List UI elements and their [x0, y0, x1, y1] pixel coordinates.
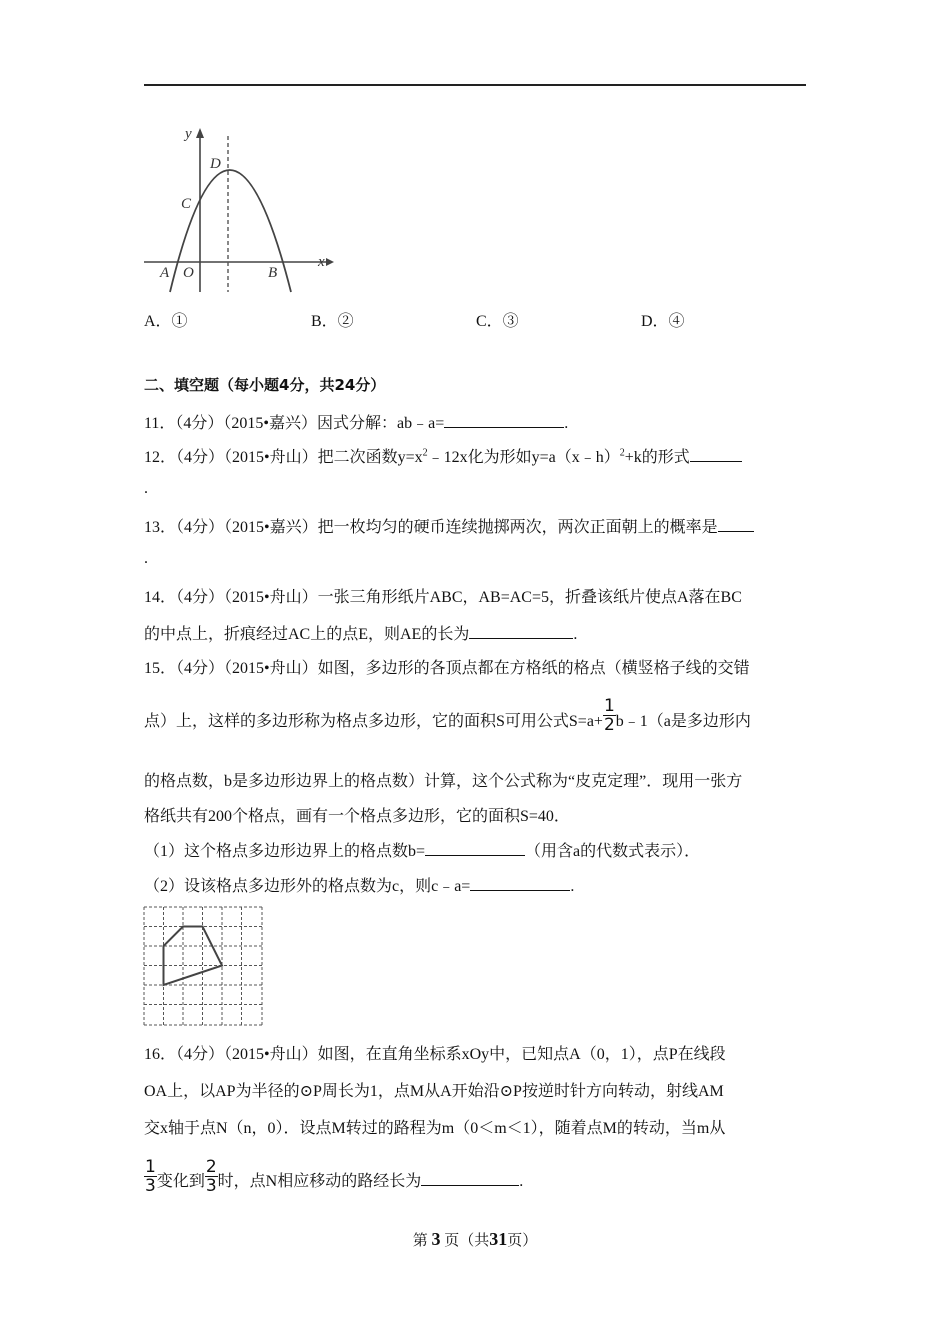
- q15-frac-den: 2: [603, 714, 615, 735]
- parabola-figure: [140, 120, 340, 300]
- footer-page-number: 3: [431, 1229, 441, 1249]
- q15-frac-num: 1: [603, 695, 615, 716]
- q12-text: 12．（4分）（2015•舟山）把二次函数y=x: [144, 449, 423, 466]
- q14-blank: [469, 624, 573, 639]
- q16-mid: 变化到: [156, 1173, 205, 1190]
- q16-blank: [421, 1171, 519, 1186]
- q15-sub2a: （2）设该格点多边形外的格点数为c，则c﹣a=: [144, 878, 471, 895]
- q16-end: .: [519, 1173, 524, 1190]
- q13-text: 13．（4分）（2015•嘉兴）把一枚均匀的硬币连续抛掷两次，两次正面朝上的概率是: [144, 519, 718, 536]
- q15-blank1: [425, 841, 525, 856]
- grid-lines: [144, 907, 262, 1025]
- q14-line1: 14．（4分）（2015•舟山）一张三角形纸片ABC，AB=AC=5，折叠该纸片使点A落在BC: [144, 589, 742, 606]
- choice-b: B．②: [311, 313, 354, 330]
- question-13: [144, 514, 754, 537]
- q16-line1: 16．（4分）（2015•舟山）如图，在直角坐标系xOy中，已知点A（0，1），点P在线段: [144, 1046, 726, 1063]
- choice-c: C．③: [476, 313, 519, 330]
- q16-fraction-1: [144, 1158, 157, 1195]
- lattice-polygon: [164, 927, 223, 986]
- footer-total-pages: 31: [489, 1229, 508, 1249]
- q15-fraction: [603, 697, 616, 734]
- q11-blank: [444, 413, 564, 428]
- label-b: B: [268, 265, 278, 281]
- footer-prefix: 第: [412, 1233, 428, 1249]
- q16-fraction-2: [205, 1158, 218, 1195]
- q12-text3: +k的形式: [624, 449, 690, 466]
- q12-blank: [690, 447, 742, 462]
- choice-d: D．④: [641, 313, 685, 330]
- q14-line2: [144, 621, 577, 644]
- page-footer: [0, 1229, 950, 1250]
- section-heading: 二、填空题（每小题4分，共24分）: [144, 376, 386, 394]
- q15-sub1b: （用含a的代数式表示）．: [525, 843, 701, 860]
- q16-f1-num: 1: [145, 1156, 156, 1177]
- q16-line4: [144, 1156, 524, 1196]
- q16-line3: 交x轴于点N（n，0）．设点M转过的路程为m（0＜m＜1），随着点M的转动，当m从: [144, 1120, 726, 1137]
- footer-mid: 页（共: [444, 1233, 490, 1249]
- question-11: [144, 410, 568, 433]
- x-axis-arrow-icon: [326, 258, 334, 266]
- q15-sub1a: （1）这个格点多边形边界上的格点数b=: [144, 843, 426, 860]
- q12-sup: 2: [422, 447, 428, 459]
- q15-line1: 15．（4分）（2015•舟山）如图，多边形的各顶点都在方格纸的格点（横竖格子线的交错: [144, 660, 750, 677]
- q15-sub2b: .: [570, 878, 575, 895]
- q15-line2b: b﹣1（a是多边形内: [615, 713, 751, 730]
- label-d: D: [210, 156, 221, 172]
- q15-sub2: [144, 873, 574, 896]
- label-y: y: [185, 126, 192, 142]
- q15-line3: 的格点数，b是多边形边界上的格点数）计算，这个公式称为“皮克定理”．现用一张方: [144, 773, 743, 790]
- label-a: A: [160, 265, 170, 281]
- q15-line4: 格纸共有200个格点，画有一个格点多边形，它的面积S=40．: [144, 808, 570, 825]
- q13-blank: [718, 517, 754, 532]
- q16-line4-text: 时，点N相应移动的路经长为: [217, 1173, 422, 1190]
- q16-f1-den: 3: [145, 1175, 156, 1196]
- q11-end: .: [564, 415, 569, 432]
- question-12: [144, 444, 742, 467]
- q14-line2-text: 的中点上，折痕经过AC上的点E，则AE的长为: [144, 626, 470, 643]
- footer-suffix: 页）: [507, 1233, 538, 1249]
- label-x: x: [318, 254, 325, 270]
- q12-end: .: [144, 480, 148, 497]
- grid-polygon-figure: [142, 905, 266, 1027]
- q14-end: .: [573, 626, 578, 643]
- q15-sub1: [144, 838, 700, 861]
- y-axis-arrow-icon: [196, 128, 204, 138]
- q15-line2a: 点）上，这样的多边形称为格点多边形，它的面积S可用公式S=a+: [144, 713, 603, 730]
- q12-text2: ﹣12x化为形如y=a（x﹣h）: [427, 449, 620, 466]
- q16-f2-num: 2: [205, 1156, 217, 1177]
- choice-a: A．①: [144, 313, 188, 330]
- label-o: O: [183, 265, 194, 281]
- q12-sup2: 2: [619, 447, 625, 459]
- q15-blank2: [470, 876, 570, 891]
- q13-end: .: [144, 550, 148, 567]
- q15-line2: [144, 695, 751, 735]
- q16-f2-den: 3: [205, 1175, 217, 1196]
- q16-line2: OA上，以AP为半径的⊙P周长为1，点M从A开始沿⊙P按逆时针方向转动，射线AM: [144, 1083, 724, 1100]
- label-c: C: [181, 196, 192, 212]
- q11-text: 11．（4分）（2015•嘉兴）因式分解：ab﹣a=: [144, 415, 445, 432]
- top-rule: [144, 84, 806, 86]
